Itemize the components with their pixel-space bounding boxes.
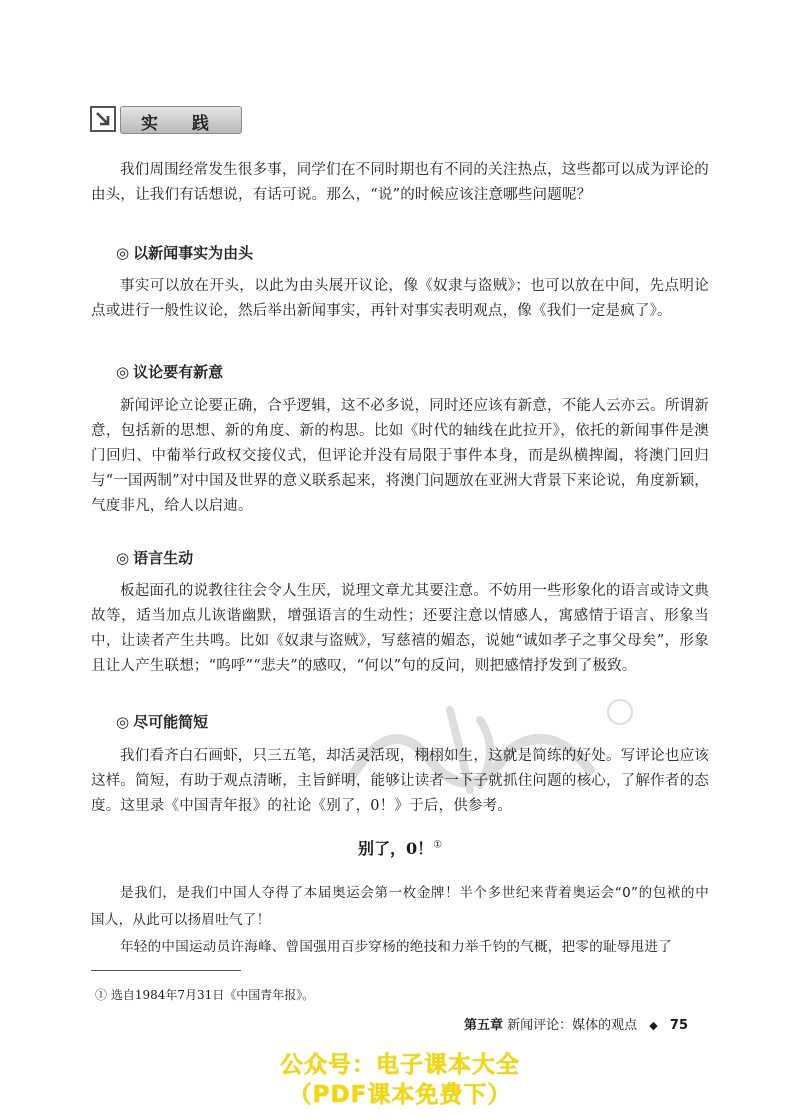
point-paragraph-2: 新闻评论立论要正确，合乎逻辑，这不必多说，同时还应该有新意，不能人云亦云。所谓新意，包括新的思想、新的角度、新的构思。比如《时代的轴线在此拉开》，依托的新闻事件是澳门回归、中葡举行政权交接仪式，但评论并没有局限于事件本身，而是纵横捭阖，将澳门回归与“一国两制”对中国及世界的意义联系起来，将澳门问题放在亚洲大背景下来论说，角度新颖，气度非凡，给人以启迪。 xyxy=(91,398,709,514)
point-heading-text: 以新闻事实为由头 xyxy=(133,244,254,262)
footer-chapter-title: 新闻评论：媒体的观点 xyxy=(507,1018,638,1033)
bullet-icon: ◎ xyxy=(116,363,130,381)
section-title-tab xyxy=(120,106,242,134)
point-paragraph-1: 事实可以放在开头，以此为由头展开议论，像《奴隶与盗贼》；也可以放在中间，先点明论点或进行一般性议论，然后举出新闻事实，再针对事实表明观点，像《我们一定是疯了》。 xyxy=(91,278,709,319)
article-paragraph-2: 年轻的中国运动员许海峰、曾国强用百步穿杨的绝技和力举千钧的气概，把零的耻辱甩进了 xyxy=(120,939,672,955)
publisher-watermark xyxy=(330,690,640,810)
article-title-text: 别了，0！ xyxy=(357,839,434,858)
footnote: ① 选自1984年7月31日《中国青年报》。 xyxy=(95,988,315,1002)
article-paragraph-1: 是我们，是我们中国人夺得了本届奥运会第一枚金牌！半个多世纪来背着奥运会“0”的包袱的中国人，从此可以扬眉吐气了！ xyxy=(91,885,709,928)
promo-line-2: （PDF课本免费下） xyxy=(288,1082,512,1108)
article-title xyxy=(0,836,800,859)
section-title: 实 践 xyxy=(141,114,223,134)
point-paragraph-3: 板起面孔的说教往往会令人生厌，说理文章尤其要注意。不妨用一些形象化的语言或诗文典故等，适当加点儿诙谐幽默，增强语言的生动性；还要注意以情感人，寓感情于语言、形象当中，让读者产生共鸣。比如《奴隶与盗贼》，写慈禧的媚态，说她“诚如孝子之事父母矣”，形象且让人产生联想；“呜呼”“悲夫”的感叹，“何以”句的反问，则把感情抒发到了极致。 xyxy=(91,583,709,674)
point-heading-3 xyxy=(116,547,193,568)
page-footer xyxy=(464,1014,688,1033)
intro-paragraph: 我们周围经常发生很多事，同学们在不同时期也有不同的关注热点，这些都可以成为评论的由头，让我们有话想说，有话可说。那么，“说”的时候应该注意哪些问题呢？ xyxy=(91,162,709,203)
point-heading-2 xyxy=(116,361,223,382)
point-heading-text: 尽可能简短 xyxy=(133,713,209,731)
bullet-icon: ◎ xyxy=(116,713,130,731)
point-heading-4 xyxy=(116,711,208,732)
point-paragraph-4: 我们看齐白石画虾，只三五笔，却活灵活现，栩栩如生，这就是简练的好处。写评论也应该这样。简短，有助于观点清晰，主旨鲜明，能够让读者一下子就抓住问题的核心，了解作者的态度。这里录《中国青年报》的社论《别了，0！》于后，供参考。 xyxy=(91,748,709,814)
promo-line-1: 公众号：电子课本大全 xyxy=(280,1052,520,1078)
footnote-divider xyxy=(91,970,241,971)
point-heading-text: 议论要有新意 xyxy=(133,363,224,381)
page-number: 75 xyxy=(669,1018,688,1033)
bullet-icon: ◎ xyxy=(116,549,130,567)
arrow-down-right-icon xyxy=(90,106,116,132)
footnote-marker: ① xyxy=(433,839,443,851)
point-heading-text: 语言生动 xyxy=(133,549,194,567)
point-heading-1 xyxy=(116,242,253,263)
bullet-icon: ◎ xyxy=(116,244,130,262)
diamond-icon: ◆ xyxy=(649,1019,658,1032)
section-banner xyxy=(90,106,242,138)
footer-chapter: 第五章 xyxy=(463,1018,503,1033)
